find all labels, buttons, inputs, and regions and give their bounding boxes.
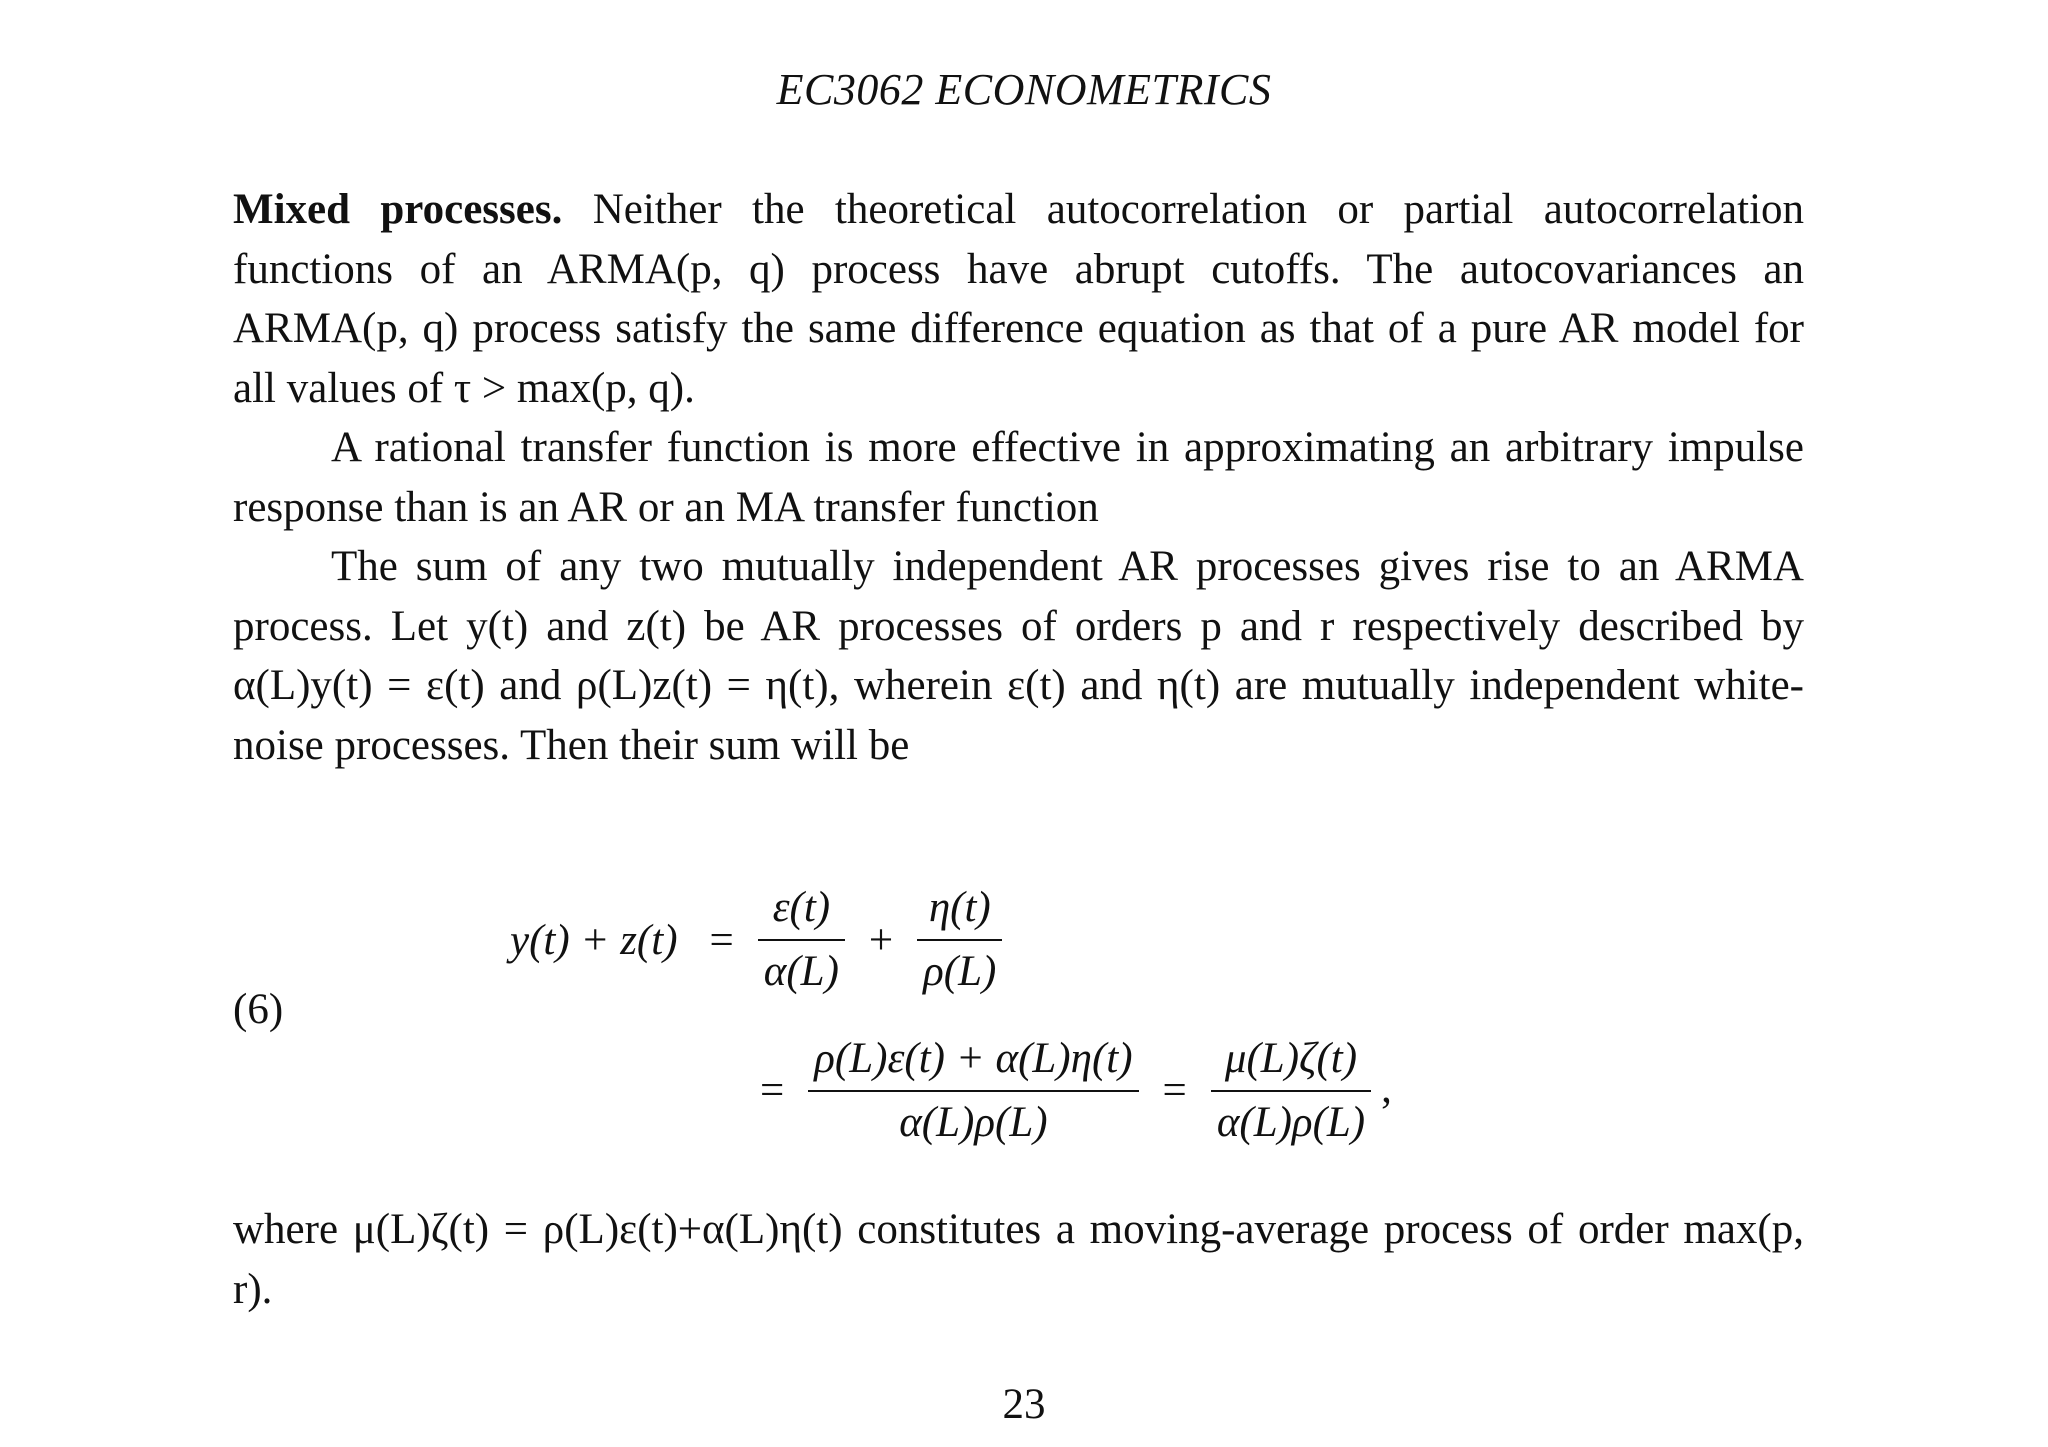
paragraph-rational-transfer: A rational transfer function is more effective in approximating an arbitrary impulse response than is an AR or an MA transfer function — [233, 424, 1804, 531]
fraction-bar — [917, 939, 1002, 941]
equation-comma: , — [1381, 1065, 1392, 1112]
running-head: EC3062 ECONOMETRICS — [776, 65, 1272, 114]
paragraph-sum-ar: The sum of any two mutually independent AR processes gives rise to an ARMA process. Let y(t) and z(t) be AR processes of orders p and r respectively described by α(L)y(t) = ε(t) and ρ(L)z(t) = η(t), wherein ε(t) and η(t) are mutually independent white-noise processes. Then their sum will be — [233, 543, 1804, 769]
page-number: 23 — [1002, 1381, 1046, 1428]
fraction-eta-over-rho — [911, 881, 1008, 999]
fraction-denominator: α(L) — [763, 948, 839, 995]
fraction-bar — [1211, 1090, 1371, 1092]
equation-number: (6) — [233, 986, 284, 1033]
body-text-top — [233, 180, 1804, 775]
body-text-bottom — [233, 1200, 1804, 1319]
fraction-bar — [808, 1090, 1138, 1092]
equation-line-2 — [742, 1028, 1392, 1153]
paragraph-moving-average: where μ(L)ζ(t) = ρ(L)ε(t)+α(L)η(t) constitutes a moving-average process of order max(p, r). — [233, 1206, 1804, 1313]
paragraph-1-text: Neither the theoretical autocorrelation or partial autocorrelation functions of an ARMA(p, q) process have abrupt cutoffs. The autocovariances an ARMA(p, q) process satisfy the same difference equation as that of a pure AR model for all values of τ > max(p, q). — [233, 186, 1805, 412]
fraction-combined — [802, 1032, 1144, 1150]
equation-lhs: y(t) + z(t) — [510, 916, 678, 964]
equals-sign: = — [709, 916, 734, 964]
plus-sign: + — [868, 916, 894, 964]
fraction-numerator: μ(L)ζ(t) — [1224, 1034, 1358, 1082]
fraction-denominator: ρ(L) — [923, 948, 997, 995]
fraction-numerator: η(t) — [928, 884, 991, 931]
display-equation — [0, 880, 2048, 1170]
fraction-mu-zeta — [1205, 1032, 1377, 1150]
equation-line-1 — [510, 880, 1008, 1000]
equals-sign: = — [1162, 1067, 1187, 1114]
fraction-numerator: ε(t) — [772, 884, 831, 931]
run-in-heading: Mixed processes. — [233, 186, 563, 233]
fraction-epsilon-over-alpha — [752, 881, 851, 999]
fraction-denominator: α(L)ρ(L) — [899, 1098, 1048, 1146]
equals-sign: = — [760, 1067, 785, 1114]
paragraph-mixed-processes — [233, 180, 1804, 418]
fraction-denominator: α(L)ρ(L) — [1216, 1098, 1366, 1146]
fraction-bar — [758, 939, 845, 941]
fraction-numerator: ρ(L)ε(t) + α(L)η(t) — [814, 1034, 1133, 1082]
